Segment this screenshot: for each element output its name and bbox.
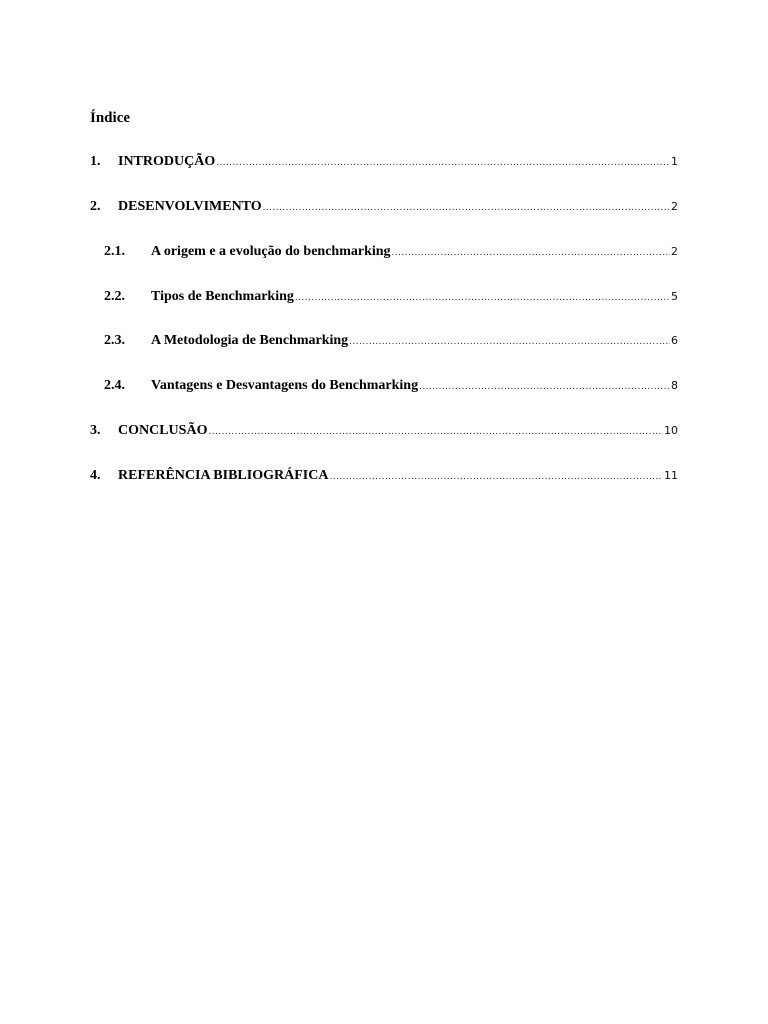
toc-entry-label: A Metodologia de Benchmarking (151, 333, 349, 348)
toc-entry-number: 2.2. (104, 289, 125, 304)
toc-entry-label: REFERÊNCIA BIBLIOGRÁFICA (118, 468, 329, 483)
toc-entry-number: 2.3. (104, 333, 125, 348)
toc-entry-page: 1 (671, 155, 678, 168)
dot-leader (349, 332, 670, 352)
toc-entry-page: 10 (664, 424, 678, 437)
dot-leader (208, 422, 663, 442)
toc-entry-number: 2.1. (104, 244, 125, 259)
toc-entry-label: Vantagens e Desvantagens do Benchmarking (151, 378, 419, 393)
toc-entry-number: 4. (90, 468, 101, 483)
toc-entry-page: 6 (671, 334, 678, 347)
dot-leader (329, 467, 663, 487)
toc-entry-label: Tipos de Benchmarking (151, 289, 294, 304)
toc-entry-label: INTRODUÇÃO (118, 154, 216, 169)
toc-entry-page: 5 (671, 290, 678, 303)
toc-entry-page: 2 (671, 200, 678, 213)
toc-entry-vantagens-desvantagens[interactable] (104, 376, 678, 396)
toc-entry-number: 2.4. (104, 378, 125, 393)
dot-leader (295, 288, 670, 308)
toc-entry-number: 3. (90, 423, 101, 438)
toc-entry-origem-evolucao[interactable] (104, 242, 678, 262)
toc-entry-referencia-bibliografica[interactable] (90, 466, 678, 486)
toc-entry-metodologia[interactable] (104, 331, 678, 351)
toc-entry-introducao[interactable] (90, 152, 678, 172)
toc-entry-page: 11 (664, 469, 678, 482)
dot-leader (216, 153, 670, 173)
dot-leader (263, 198, 670, 218)
dot-leader (392, 243, 670, 263)
toc-entry-tipos[interactable] (104, 287, 678, 307)
toc-title: Índice (90, 110, 131, 126)
toc-entry-desenvolvimento[interactable] (90, 197, 678, 217)
toc-entry-number: 1. (90, 154, 101, 169)
toc-entry-page: 2 (671, 245, 678, 258)
toc-entry-conclusao[interactable] (90, 421, 678, 441)
toc-entry-number: 2. (90, 199, 101, 214)
dot-leader (419, 377, 670, 397)
toc-entry-label: DESENVOLVIMENTO (118, 199, 262, 214)
toc-entry-label: A origem e a evolução do benchmarking (151, 244, 391, 259)
toc-entry-label: CONCLUSÃO (118, 423, 208, 438)
toc-entry-page: 8 (671, 379, 678, 392)
